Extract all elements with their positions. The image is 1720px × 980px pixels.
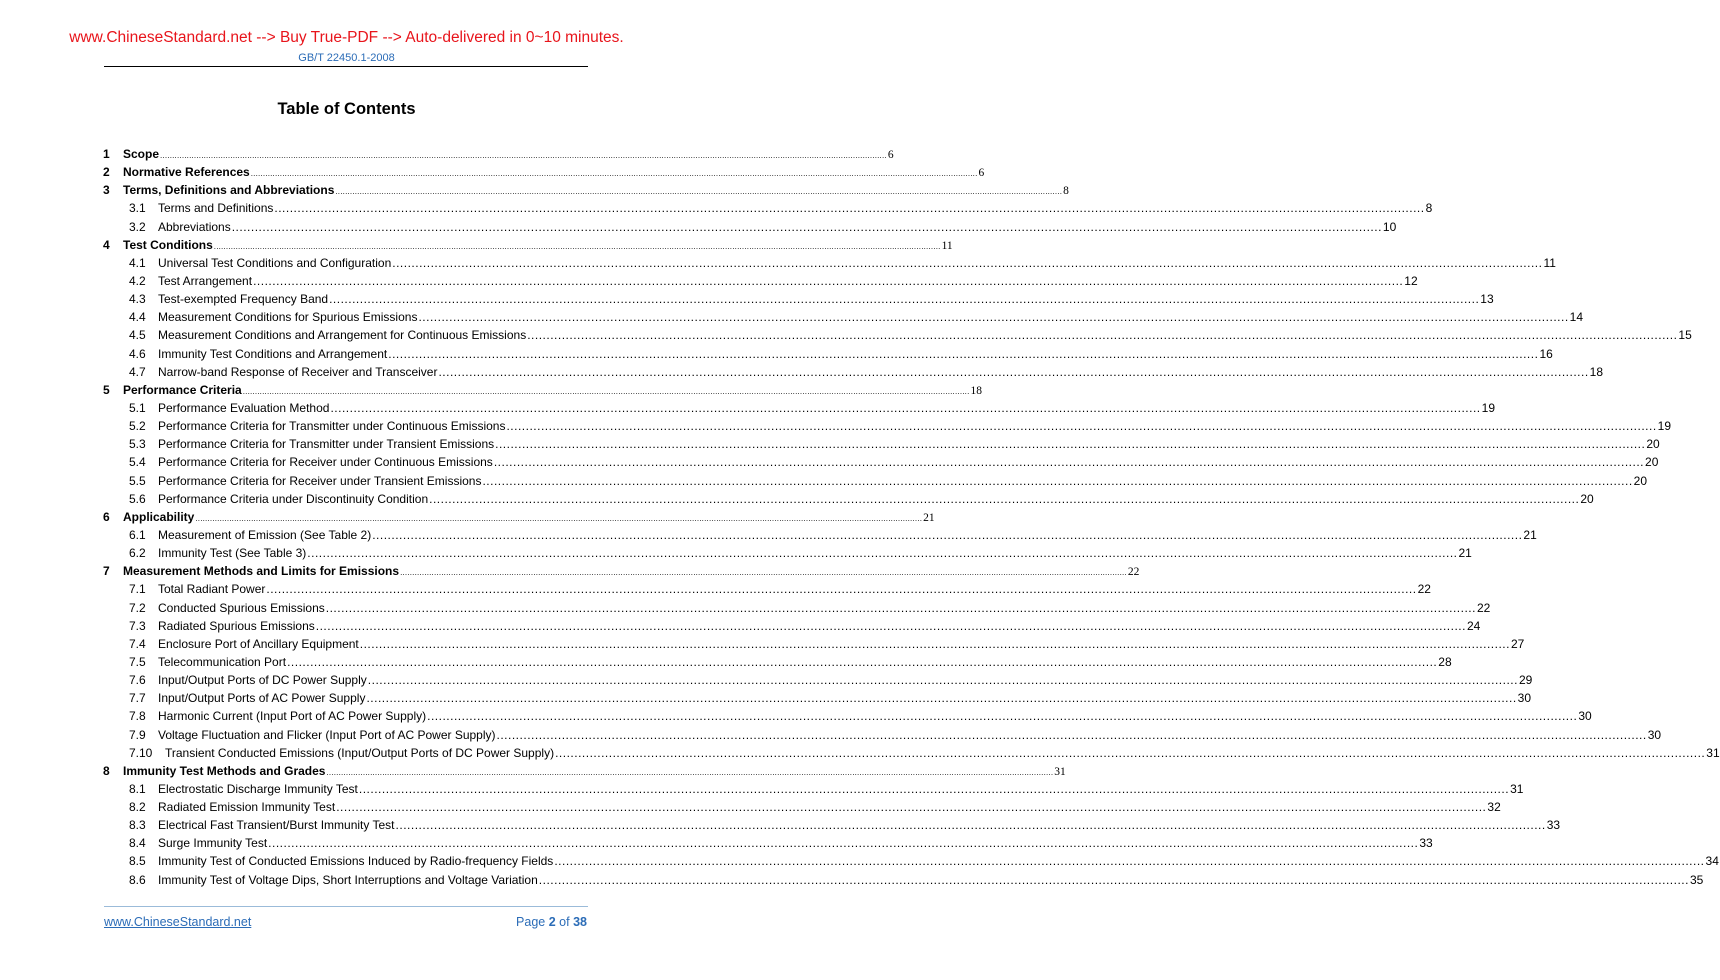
toc-entry-page: 19 bbox=[1657, 419, 1672, 434]
toc-entry-page: 31 bbox=[1054, 765, 1066, 778]
toc-entry[interactable] bbox=[103, 308, 1584, 326]
toc-entry-number: 7 bbox=[103, 564, 110, 579]
toc-dot-leader: ............................................................................................................................................................................................................................................................................................................ bbox=[266, 582, 1417, 597]
toc-entry[interactable] bbox=[103, 562, 1140, 580]
toc-entry-body bbox=[123, 236, 953, 256]
toc-entry[interactable] bbox=[103, 254, 1556, 272]
toc-entry[interactable] bbox=[103, 163, 985, 181]
toc-entry-page: 31 bbox=[1510, 781, 1524, 796]
toc-dot-leader: ............................................................................................................................................................................................................................................................................................................ bbox=[538, 872, 1689, 887]
toc-dot-leader: ............................................................................................................................................................................................................................................................................................................ bbox=[330, 400, 1481, 415]
toc-entry-number: 2 bbox=[103, 165, 110, 180]
toc-entry[interactable] bbox=[103, 345, 1553, 363]
toc-entry-label: Input/Output Ports of DC Power Supply bbox=[158, 673, 367, 688]
toc-entry-label: Test Arrangement bbox=[158, 273, 253, 288]
toc-dot-leader: ............................................................................................................................................................................................................................................................................................................ bbox=[307, 546, 1458, 561]
toc-entry[interactable] bbox=[103, 236, 953, 254]
toc-entry[interactable] bbox=[103, 834, 1433, 852]
toc-entry-page: 13 bbox=[1480, 292, 1494, 307]
toc-entry-page: 35 bbox=[1689, 872, 1704, 887]
toc-dot-leader: ............................................................................................................................................................................................................................................................................................................ bbox=[395, 818, 1546, 833]
toc-dot-leader: ............................................................................................................................................................................................................................................................................................................ bbox=[367, 673, 1518, 688]
toc-entry-page: 11 bbox=[941, 239, 953, 252]
toc-entry[interactable] bbox=[103, 381, 983, 399]
toc-entry-number: 5.5 bbox=[129, 473, 146, 488]
toc-entry-number: 8 bbox=[103, 763, 110, 778]
toc-dot-leader: ............................................................................................................................................................................................................................................................................................................ bbox=[325, 600, 1476, 615]
toc-entry-label: Conducted Spurious Emissions bbox=[158, 600, 325, 615]
toc-entry-page: 8 bbox=[1425, 201, 1433, 216]
toc-entry-label: Test-exempted Frequency Band bbox=[158, 292, 329, 307]
toc-entry-label: Radiated Spurious Emissions bbox=[158, 618, 315, 633]
toc-entry[interactable] bbox=[103, 490, 1594, 508]
toc-entry-body bbox=[158, 871, 1704, 889]
page-of: of bbox=[559, 915, 570, 929]
toc-entry[interactable] bbox=[103, 218, 1397, 236]
toc-entry-number: 8.6 bbox=[129, 872, 146, 887]
toc-entry-label: Telecommunication Port bbox=[158, 654, 287, 669]
toc-entry-body bbox=[158, 852, 1719, 870]
toc-entry[interactable] bbox=[103, 780, 1524, 798]
toc-entry-label: Immunity Test of Voltage Dips, Short Interruptions and Voltage Variation bbox=[158, 872, 538, 887]
toc-entry-label: Harmonic Current (Input Port of AC Power Supply) bbox=[158, 709, 427, 724]
page-current: 2 bbox=[548, 915, 556, 929]
toc-entry-page: 14 bbox=[1569, 310, 1584, 325]
toc-entry-label: Electrical Fast Transient/Burst Immunity Test bbox=[158, 818, 395, 833]
toc-entry-label: Performance Criteria for Receiver under Continuous Emissions bbox=[158, 455, 493, 470]
toc-entry-number: 4.2 bbox=[129, 273, 146, 288]
toc-entry-body bbox=[158, 544, 1472, 562]
toc-dot-leader: ............................................................................................................................................................................................................................................................................................................ bbox=[496, 727, 1647, 742]
toc-entry-label: Input/Output Ports of AC Power Supply bbox=[158, 691, 366, 706]
header-divider bbox=[104, 66, 588, 67]
toc-entry-page: 11 bbox=[1543, 255, 1556, 270]
toc-entry-number: 7.8 bbox=[129, 709, 146, 724]
toc-entry-page: 33 bbox=[1419, 836, 1433, 851]
toc-dot-leader: ............................................................................................................................................................................................................................................................................................................ bbox=[274, 201, 1425, 216]
toc-dot-leader: ............................................................................................................................................................................................................................................................................................................ bbox=[315, 618, 1466, 633]
toc-entry-number: 5.2 bbox=[129, 419, 146, 434]
toc-entry[interactable] bbox=[103, 290, 1494, 308]
toc-dot-leader: ............................................................................................................................................................................................................................................................................................................ bbox=[388, 346, 1539, 361]
toc-entry-body bbox=[158, 617, 1481, 635]
toc-entry-label: Total Radiant Power bbox=[158, 582, 266, 597]
toc-entry-number: 5 bbox=[103, 382, 110, 397]
toc-entry[interactable] bbox=[103, 871, 1704, 889]
toc-dot-leader: ............................................................................................................................................................................................................................................................................................................ bbox=[336, 800, 1487, 815]
toc-entry-number: 5.4 bbox=[129, 455, 146, 470]
toc-entry-number: 1 bbox=[103, 147, 110, 161]
toc-entry-page: 15 bbox=[1678, 328, 1692, 343]
toc-entry-body bbox=[158, 218, 1397, 236]
toc-entry-number: 6.2 bbox=[129, 546, 146, 561]
toc-dot-leader: ............................................................................................................................................................................................................................................................................................................ bbox=[392, 255, 1543, 270]
toc-entry-body bbox=[158, 726, 1662, 744]
toc-entry-body bbox=[123, 508, 935, 528]
toc-entry-number: 8.1 bbox=[129, 781, 146, 796]
toc-entry-label: Immunity Test Conditions and Arrangement bbox=[158, 346, 388, 361]
toc-entry[interactable] bbox=[103, 199, 1433, 217]
toc-dot-leader: ............................................................................................................................................................................................................................................................................................................ bbox=[250, 169, 978, 179]
toc-entry-page: 31 bbox=[1706, 745, 1720, 760]
toc-entry-page: 30 bbox=[1647, 727, 1662, 742]
toc-entry[interactable] bbox=[103, 435, 1660, 453]
toc-entry-body bbox=[158, 326, 1692, 344]
toc-entry[interactable] bbox=[103, 526, 1537, 544]
toc-entry-body bbox=[123, 562, 1140, 582]
toc-entry-page: 21 bbox=[1458, 546, 1472, 561]
toc-entry-body bbox=[158, 290, 1494, 308]
toc-dot-leader: ............................................................................................................................................................................................................................................................................................................ bbox=[326, 767, 1054, 777]
toc-entry[interactable] bbox=[103, 145, 894, 163]
footer-divider bbox=[104, 906, 588, 907]
toc-entry[interactable] bbox=[103, 326, 1692, 344]
toc-entry-body bbox=[123, 163, 985, 183]
toc-entry-label: Measurement Methods and Limits for Emissions bbox=[123, 564, 400, 579]
toc-entry-body bbox=[158, 816, 1561, 834]
toc-dot-leader: ............................................................................................................................................................................................................................................................................................................ bbox=[253, 273, 1404, 288]
toc-entry-body bbox=[158, 435, 1660, 453]
toc-entry-label: Measurement Conditions and Arrangement for Continuous Emissions bbox=[158, 328, 527, 343]
toc-entry-body bbox=[158, 417, 1672, 435]
toc-dot-leader: ............................................................................................................................................................................................................................................................................................................ bbox=[287, 654, 1438, 669]
toc-dot-leader: ............................................................................................................................................................................................................................................................................................................ bbox=[242, 386, 970, 396]
toc-entry-number: 7.3 bbox=[129, 618, 146, 633]
toc-entry[interactable] bbox=[103, 635, 1525, 653]
promo-banner[interactable]: www.ChineseStandard.net --> Buy True-PDF --> Auto-delivered in 0~10 minutes. bbox=[69, 29, 624, 46]
toc-entry-label: Immunity Test Methods and Grades bbox=[123, 763, 326, 778]
toc-entry-number: 4.5 bbox=[129, 328, 146, 343]
toc-dot-leader: ............................................................................................................................................................................................................................................................................................................ bbox=[493, 455, 1645, 470]
toc-entry[interactable] bbox=[103, 689, 1532, 707]
toc-entry[interactable] bbox=[103, 453, 1659, 471]
toc-entry-page: 18 bbox=[970, 384, 983, 397]
toc-entry-label: Radiated Emission Immunity Test bbox=[158, 800, 336, 815]
toc-entry-page: 30 bbox=[1517, 691, 1532, 706]
toc-entry-body bbox=[158, 472, 1648, 490]
toc-dot-leader: ............................................................................................................................................................................................................................................................................................................ bbox=[231, 219, 1382, 234]
toc-dot-leader: ............................................................................................................................................................................................................................................................................................................ bbox=[527, 328, 1678, 343]
toc-entry[interactable] bbox=[103, 544, 1472, 562]
toc-entry[interactable] bbox=[103, 726, 1662, 744]
toc-entry-body bbox=[123, 181, 1069, 201]
toc-entry[interactable] bbox=[103, 399, 1495, 417]
toc-entry-body bbox=[158, 490, 1594, 508]
toc-entry-body bbox=[158, 653, 1452, 671]
toc-entry[interactable] bbox=[103, 363, 1604, 381]
page-indicator bbox=[516, 914, 587, 930]
toc-entry-body bbox=[158, 834, 1433, 852]
toc-entry-number: 5.6 bbox=[129, 491, 146, 506]
toc-dot-leader: ............................................................................................................................................................................................................................................................................................................ bbox=[555, 745, 1706, 760]
toc-entry-label: Enclosure Port of Ancillary Equipment bbox=[158, 636, 359, 651]
toc-entry-page: 22 bbox=[1476, 600, 1491, 615]
toc-entry-body bbox=[123, 145, 894, 165]
toc-entry-number: 7.4 bbox=[129, 636, 146, 651]
toc-dot-leader: ............................................................................................................................................................................................................................................................................................................ bbox=[268, 836, 1419, 851]
toc-entry-number: 7.7 bbox=[129, 691, 146, 706]
toc-entry[interactable] bbox=[103, 580, 1431, 598]
toc-entry[interactable] bbox=[103, 417, 1672, 435]
toc-entry-label: Performance Criteria bbox=[123, 382, 242, 397]
toc-entry[interactable] bbox=[103, 508, 935, 526]
toc-entry-page: 6 bbox=[887, 149, 894, 161]
toc-entry-label: Applicability bbox=[123, 509, 195, 524]
toc-entry-label: Voltage Fluctuation and Flicker (Input Port of AC Power Supply) bbox=[158, 727, 496, 742]
toc-dot-leader: ............................................................................................................................................................................................................................................................................................................ bbox=[438, 364, 1589, 379]
toc-entry-body bbox=[158, 780, 1524, 798]
toc-entry[interactable] bbox=[103, 816, 1561, 834]
toc-entry[interactable] bbox=[103, 599, 1491, 617]
toc-dot-leader: ............................................................................................................................................................................................................................................................................................................ bbox=[482, 473, 1633, 488]
toc-entry-label: Narrow-band Response of Receiver and Transceiver bbox=[158, 364, 438, 379]
toc-entry-label: Surge Immunity Test bbox=[158, 836, 268, 851]
toc-dot-leader: ............................................................................................................................................................................................................................................................................................................ bbox=[160, 151, 887, 160]
toc-entry-number: 8.2 bbox=[129, 800, 146, 815]
page-total: 38 bbox=[573, 915, 587, 929]
toc-entry-body bbox=[158, 345, 1553, 363]
toc-entry[interactable] bbox=[103, 617, 1481, 635]
toc-entry-number: 7.6 bbox=[129, 673, 146, 688]
toc-dot-leader: ............................................................................................................................................................................................................................................................................................................ bbox=[372, 527, 1523, 542]
toc-entry-body bbox=[158, 798, 1501, 816]
toc-entry-page: 19 bbox=[1481, 400, 1495, 415]
toc-dot-leader: ............................................................................................................................................................................................................................................................................................................ bbox=[495, 437, 1646, 452]
toc-entry-page: 16 bbox=[1539, 346, 1553, 361]
toc-entry-number: 8.5 bbox=[129, 854, 146, 869]
toc-entry-label: Normative References bbox=[123, 165, 250, 180]
toc-entry-label: Measurement of Emission (See Table 2) bbox=[158, 527, 372, 542]
toc-entry-page: 20 bbox=[1646, 437, 1660, 452]
toc-entry-number: 8.4 bbox=[129, 836, 146, 851]
toc-dot-leader: ............................................................................................................................................................................................................................................................................................................ bbox=[358, 781, 1510, 796]
toc-entry-page: 18 bbox=[1589, 364, 1604, 379]
toc-entry-label: Immunity Test (See Table 3) bbox=[158, 546, 307, 561]
toc-dot-leader: ............................................................................................................................................................................................................................................................................................................ bbox=[554, 854, 1705, 869]
toc-entry-number: 4.3 bbox=[129, 292, 146, 307]
toc-entry-label: Electrostatic Discharge Immunity Test bbox=[158, 781, 358, 796]
toc-entry-label: Performance Criteria for Receiver under Transient Emissions bbox=[158, 473, 482, 488]
toc-entry-label: Performance Criteria under Discontinuity Condition bbox=[158, 491, 429, 506]
toc-entry[interactable] bbox=[103, 181, 1069, 199]
toc-entry-label: Test Conditions bbox=[123, 237, 213, 252]
toc-entry-number: 8.3 bbox=[129, 818, 146, 833]
toc-entry-body bbox=[123, 381, 983, 401]
toc-entry-number: 4.4 bbox=[129, 310, 146, 325]
toc-entry-label: Scope bbox=[123, 147, 160, 161]
toc-dot-leader: ............................................................................................................................................................................................................................................................................................................ bbox=[429, 491, 1580, 506]
toc-entry-label: Performance Evaluation Method bbox=[158, 400, 330, 415]
toc-entry-page: 21 bbox=[923, 511, 935, 524]
toc-entry[interactable] bbox=[103, 852, 1719, 870]
toc-entry-page: 29 bbox=[1518, 673, 1533, 688]
toc-entry[interactable] bbox=[103, 762, 1066, 780]
toc-entry-label: Performance Criteria for Transmitter under Continuous Emissions bbox=[158, 419, 506, 434]
toc-entry-body bbox=[158, 399, 1495, 417]
toc-entry-body bbox=[158, 599, 1491, 617]
toc-dot-leader: ............................................................................................................................................................................................................................................................................................................ bbox=[418, 310, 1569, 325]
toc-entry-body bbox=[158, 363, 1604, 381]
toc-entry-number: 3.1 bbox=[129, 201, 146, 216]
toc-entry[interactable] bbox=[103, 707, 1592, 725]
toc-entry-body bbox=[158, 671, 1533, 689]
toc-entry-page: 6 bbox=[978, 167, 985, 180]
toc-entry-number: 6 bbox=[103, 509, 110, 524]
toc-entry-number: 3 bbox=[103, 183, 110, 198]
toc-entry-number: 7.2 bbox=[129, 600, 146, 615]
toc-entry-body bbox=[158, 272, 1418, 290]
toc-entry-page: 20 bbox=[1633, 473, 1648, 488]
toc-entry-page: 12 bbox=[1404, 273, 1418, 288]
toc-entry-label: Terms and Definitions bbox=[158, 201, 274, 216]
toc-entry-number: 3.2 bbox=[129, 219, 146, 234]
toc-entry[interactable] bbox=[103, 272, 1418, 290]
toc-entry-number: 4.1 bbox=[129, 255, 146, 270]
toc-entry[interactable] bbox=[103, 472, 1648, 490]
toc-entry[interactable] bbox=[103, 671, 1533, 689]
toc-entry-body bbox=[158, 254, 1556, 272]
toc-entry-page: 24 bbox=[1466, 618, 1481, 633]
toc-entry-page: 34 bbox=[1705, 854, 1719, 869]
toc-entry-number: 5.3 bbox=[129, 437, 146, 452]
toc-entry-number: 6.1 bbox=[129, 527, 146, 542]
toc-entry-body bbox=[158, 308, 1584, 326]
toc-dot-leader: ............................................................................................................................................................................................................................................................................................................ bbox=[329, 292, 1480, 307]
page-prefix: Page bbox=[516, 915, 546, 929]
toc-entry-label: Performance Criteria for Transmitter under Transient Emissions bbox=[158, 437, 495, 452]
toc-entry-number: 7.10 bbox=[129, 745, 153, 760]
toc-entry-label: Terms, Definitions and Abbreviations bbox=[123, 183, 335, 198]
toc-entry-page: 32 bbox=[1487, 800, 1501, 815]
toc-entry-number: 7.9 bbox=[129, 727, 146, 742]
toc-dot-leader: ............................................................................................................................................................................................................................................................................................................ bbox=[400, 568, 1127, 578]
toc-entry-body bbox=[158, 199, 1433, 217]
toc-entry-body bbox=[158, 707, 1592, 725]
toc-entry-page: 21 bbox=[1523, 527, 1537, 542]
toc-entry-label: Transient Conducted Emissions (Input/Output Ports of DC Power Supply) bbox=[165, 745, 555, 760]
toc-dot-leader: ............................................................................................................................................................................................................................................................................................................ bbox=[359, 636, 1510, 651]
toc-entry-number: 7.1 bbox=[129, 582, 146, 597]
toc-entry-body bbox=[158, 580, 1431, 598]
toc-entry-page: 22 bbox=[1417, 582, 1431, 597]
footer-site-link[interactable]: www.ChineseStandard.net bbox=[104, 915, 252, 929]
toc-dot-leader: ............................................................................................................................................................................................................................................................................................................ bbox=[427, 709, 1578, 724]
toc-entry-page: 20 bbox=[1580, 491, 1594, 506]
toc-entry-body bbox=[158, 453, 1659, 471]
toc-entry[interactable] bbox=[103, 744, 1720, 762]
toc-entry-body bbox=[158, 526, 1537, 544]
toc-entry-page: 20 bbox=[1645, 455, 1659, 470]
toc-entry-number: 7.5 bbox=[129, 654, 146, 669]
toc-entry-label: Immunity Test of Conducted Emissions Induced by Radio-frequency Fields bbox=[158, 854, 554, 869]
toc-entry-label: Universal Test Conditions and Configuration bbox=[158, 255, 392, 270]
toc-entry-page: 22 bbox=[1127, 566, 1140, 579]
toc-dot-leader: ............................................................................................................................................................................................................................................................................................................ bbox=[213, 241, 941, 251]
toc-entry-page: 28 bbox=[1438, 654, 1452, 669]
toc-entry-number: 4.7 bbox=[129, 364, 146, 379]
toc-entry-number: 4 bbox=[103, 237, 110, 252]
toc-entry-body bbox=[158, 635, 1525, 653]
toc-entry-page: 30 bbox=[1578, 709, 1592, 724]
page-title: Table of Contents bbox=[277, 100, 416, 118]
toc-entry-body bbox=[165, 744, 1720, 762]
toc-entry-page: 27 bbox=[1510, 636, 1525, 651]
toc-entry-body bbox=[158, 689, 1532, 707]
toc-entry-page: 10 bbox=[1382, 219, 1397, 234]
toc-entry-label: Measurement Conditions for Spurious Emissions bbox=[158, 310, 418, 325]
toc-entry-label: Abbreviations bbox=[158, 219, 231, 234]
toc-dot-leader: ............................................................................................................................................................................................................................................................................................................ bbox=[506, 419, 1657, 434]
toc-dot-leader: ............................................................................................................................................................................................................................................................................................................ bbox=[366, 691, 1517, 706]
toc-entry-number: 4.6 bbox=[129, 346, 146, 361]
toc-entry-body bbox=[123, 762, 1066, 782]
toc-entry[interactable] bbox=[103, 653, 1452, 671]
toc-entry-page: 33 bbox=[1546, 818, 1561, 833]
toc-entry[interactable] bbox=[103, 798, 1501, 816]
toc-dot-leader: ............................................................................................................................................................................................................................................................................................................ bbox=[195, 513, 923, 523]
toc-entry-number: 5.1 bbox=[129, 400, 146, 415]
toc-dot-leader: ............................................................................................................................................................................................................................................................................................................ bbox=[335, 187, 1063, 197]
toc-entry-page: 8 bbox=[1063, 185, 1069, 198]
table-of-contents bbox=[103, 145, 1720, 889]
standard-number: GB/T 22450.1-2008 bbox=[298, 52, 395, 64]
